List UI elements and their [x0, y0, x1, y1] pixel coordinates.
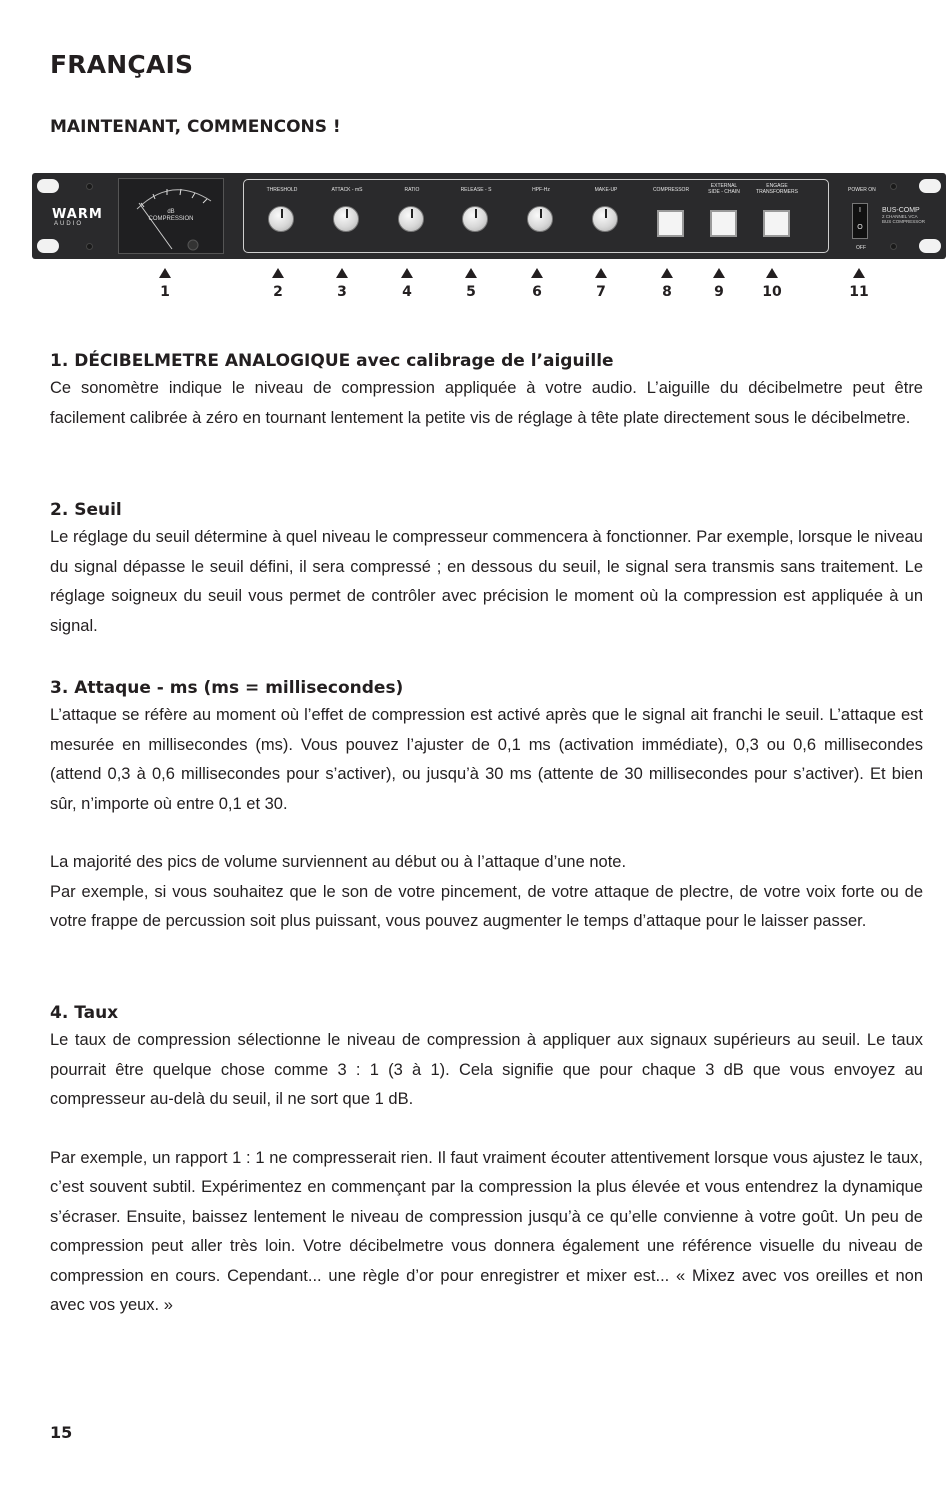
- section-paragraph: La majorité des pics de volume surviennent au début ou à l’attaque d’une note.: [50, 853, 627, 871]
- section-paragraph: Le réglage du seuil détermine à quel niveau le compresseur commencera à fonctionner. Par exemple, lorsque le niveau du signal dépasse le seuil défini, il sera compressé ; en dessous du seuil, le signal sera transmis sans traitement. Le réglage soigneux du seuil vous permet de contrôler avec précision le moment où la compression est appliquée à un signal.: [50, 528, 923, 635]
- meter-label: [119, 209, 223, 223]
- screw-icon: [86, 183, 93, 190]
- triangle-up-icon: [766, 268, 778, 278]
- section-paragraph: Par exemple, un rapport 1 : 1 ne compresserait rien. Il faut vraiment écouter attentivement lorsque vous ajustez le taux, c’est souvent subtil. Expérimentez en commençant par la compression la plus élevée et vous entendrez la dynamique s’écraser. Ensuite, baissez lentement le niveau de compression jusqu’à ce qu’elle convienne à votre goût. Un peu de compression peut aller très loin. Votre décibelmetre vous donnera également une référence visuelle du niveau de compression en cours. Cependant... une règle d’or pour enregistrer et mixer est... « Mixez avec vos oreilles et non avec vos yeux. »: [50, 1148, 923, 1314]
- compressor-button-icon: [657, 210, 684, 237]
- hpf-label: HPF-Hz: [532, 187, 550, 193]
- ratio-label: RATIO: [404, 187, 420, 193]
- power-off-label: OFF: [856, 245, 866, 251]
- transformers-button-icon: [763, 210, 790, 237]
- marker-number: 4: [402, 284, 412, 300]
- sidechain-label-line2: SIDE - CHAIN: [708, 189, 740, 195]
- section-paragraph: Par exemple, si vous souhaitez que le son de votre pincement, de votre attaque de plectre, de votre voix forte ou de votre frappe de percussion soit plus puissant, vous pouvez augmenter le temps d’attaque pour le laisser passer.: [50, 882, 923, 930]
- attack-label: ATTACK - mS: [331, 187, 363, 193]
- model-title: BUS-COMP: [882, 207, 920, 214]
- triangle-up-icon: [401, 268, 413, 278]
- sidechain-button-icon: [710, 210, 737, 237]
- rack-unit-illustration: [32, 173, 946, 259]
- marker-number: 8: [662, 284, 672, 300]
- marker-3: [327, 268, 357, 300]
- section-decibelmetre: [50, 350, 923, 433]
- section-paragraph: Le taux de compression sélectionne le niveau de compression à appliquer aux signaux supérieurs au seuil. Le taux pourrait être quelque chose comme 3 : 1 (3 à 1). Cela signifie que pour chaque 3 dB que vous envoyez au compresseur au-delà du seuil, il ne sort que 1 dB.: [50, 1031, 923, 1108]
- marker-2: [263, 268, 293, 300]
- marker-number: 11: [849, 284, 869, 300]
- marker-10: [757, 268, 787, 300]
- switch-off-mark: O: [857, 224, 863, 231]
- makeup-label: MAKE-UP: [594, 187, 618, 193]
- marker-number: 1: [160, 284, 170, 300]
- sidechain-label: [694, 183, 754, 195]
- language-title: FRANÇAIS: [50, 50, 194, 79]
- marker-9: [704, 268, 734, 300]
- marker-number: 10: [762, 284, 782, 300]
- triangle-up-icon: [713, 268, 725, 278]
- control-panel: [243, 179, 829, 253]
- model-sub2: BUS COMPRESSOR: [882, 219, 926, 224]
- triangle-up-icon: [661, 268, 673, 278]
- marker-5: [456, 268, 486, 300]
- section-title: 3. Attaque - ms (ms = millisecondes): [50, 678, 404, 698]
- brand-logo: WARM: [52, 207, 103, 222]
- makeup-knob-icon: [592, 206, 618, 232]
- attack-knob-icon: [333, 206, 359, 232]
- threshold-knob-icon: [268, 206, 294, 232]
- db-meter: [118, 178, 224, 254]
- section-title: 4. Taux: [50, 1003, 119, 1023]
- triangle-up-icon: [336, 268, 348, 278]
- rack-ear-slot: [37, 239, 59, 253]
- section-title: 1. DÉCIBELMETRE ANALOGIQUE avec calibrage de l’aiguille: [50, 351, 614, 371]
- section-seuil: [50, 499, 923, 641]
- marker-6: [522, 268, 552, 300]
- marker-8: [652, 268, 682, 300]
- sidechain-label-line1: EXTERNAL: [710, 183, 738, 189]
- triangle-up-icon: [465, 268, 477, 278]
- compressor-label: COMPRESSOR: [652, 187, 690, 193]
- marker-4: [392, 268, 422, 300]
- marker-number: 9: [714, 284, 724, 300]
- release-knob-icon: [462, 206, 488, 232]
- triangle-up-icon: [272, 268, 284, 278]
- transformers-label-line2: TRANSFORMERS: [756, 189, 798, 195]
- model-name: [882, 207, 925, 224]
- section-taux: [50, 1002, 923, 1321]
- power-section: [838, 179, 934, 253]
- marker-number: 5: [466, 284, 476, 300]
- marker-number: 6: [532, 284, 542, 300]
- marker-number: 3: [337, 284, 347, 300]
- section-title: 2. Seuil: [50, 500, 122, 520]
- triangle-up-icon: [595, 268, 607, 278]
- power-on-label: POWER ON: [848, 187, 876, 193]
- transformers-label-line1: ENGAGE: [766, 183, 788, 189]
- brand-sub: AUDIO: [54, 221, 84, 227]
- page-subtitle: MAINTENANT, COMMENCONS !: [50, 117, 341, 137]
- switch-on-mark: I: [859, 207, 861, 214]
- rack-ear-slot: [37, 179, 59, 193]
- triangle-up-icon: [159, 268, 171, 278]
- model-sub1: 2 CHANNEL VCA: [882, 214, 918, 219]
- section-paragraph: Ce sonomètre indique le niveau de compression appliquée à votre audio. L’aiguille du décibelmetre peut être facilement calibrée à zéro en tournant lentement la petite vis de réglage à tête plate directement sous le décibelmetre.: [50, 379, 923, 427]
- marker-number: 2: [273, 284, 283, 300]
- triangle-up-icon: [853, 268, 865, 278]
- marker-11: [844, 268, 874, 300]
- release-label: RELEASE - S: [460, 187, 492, 193]
- screw-icon: [86, 243, 93, 250]
- page-number: 15: [50, 1423, 73, 1442]
- marker-number: 7: [596, 284, 606, 300]
- transformers-label: [747, 183, 807, 195]
- power-switch-icon: [852, 203, 868, 239]
- section-attaque: [50, 677, 923, 937]
- threshold-label: THRESHOLD: [266, 187, 298, 193]
- meter-unit: dB: [167, 209, 175, 215]
- section-paragraph: L’attaque se réfère au moment où l’effet de compression est activé après que le signal ait franchi le seuil. L’attaque est mesurée en millisecondes (ms). Vous pouvez l’ajuster de 0,1 ms (activation immédiate), 0,3 ou 0,6 millisecondes (attend 0,3 à 0,6 millisecondes pour s’activer), ou jusqu’à 30 ms (attente de 30 millisecondes pour s’activer). Et bien sûr, n’importe où entre 0,1 et 30.: [50, 706, 923, 813]
- triangle-up-icon: [531, 268, 543, 278]
- meter-sub: COMPRESSION: [148, 216, 194, 222]
- marker-1: [150, 268, 180, 300]
- ratio-knob-icon: [398, 206, 424, 232]
- hpf-knob-icon: [527, 206, 553, 232]
- marker-7: [586, 268, 616, 300]
